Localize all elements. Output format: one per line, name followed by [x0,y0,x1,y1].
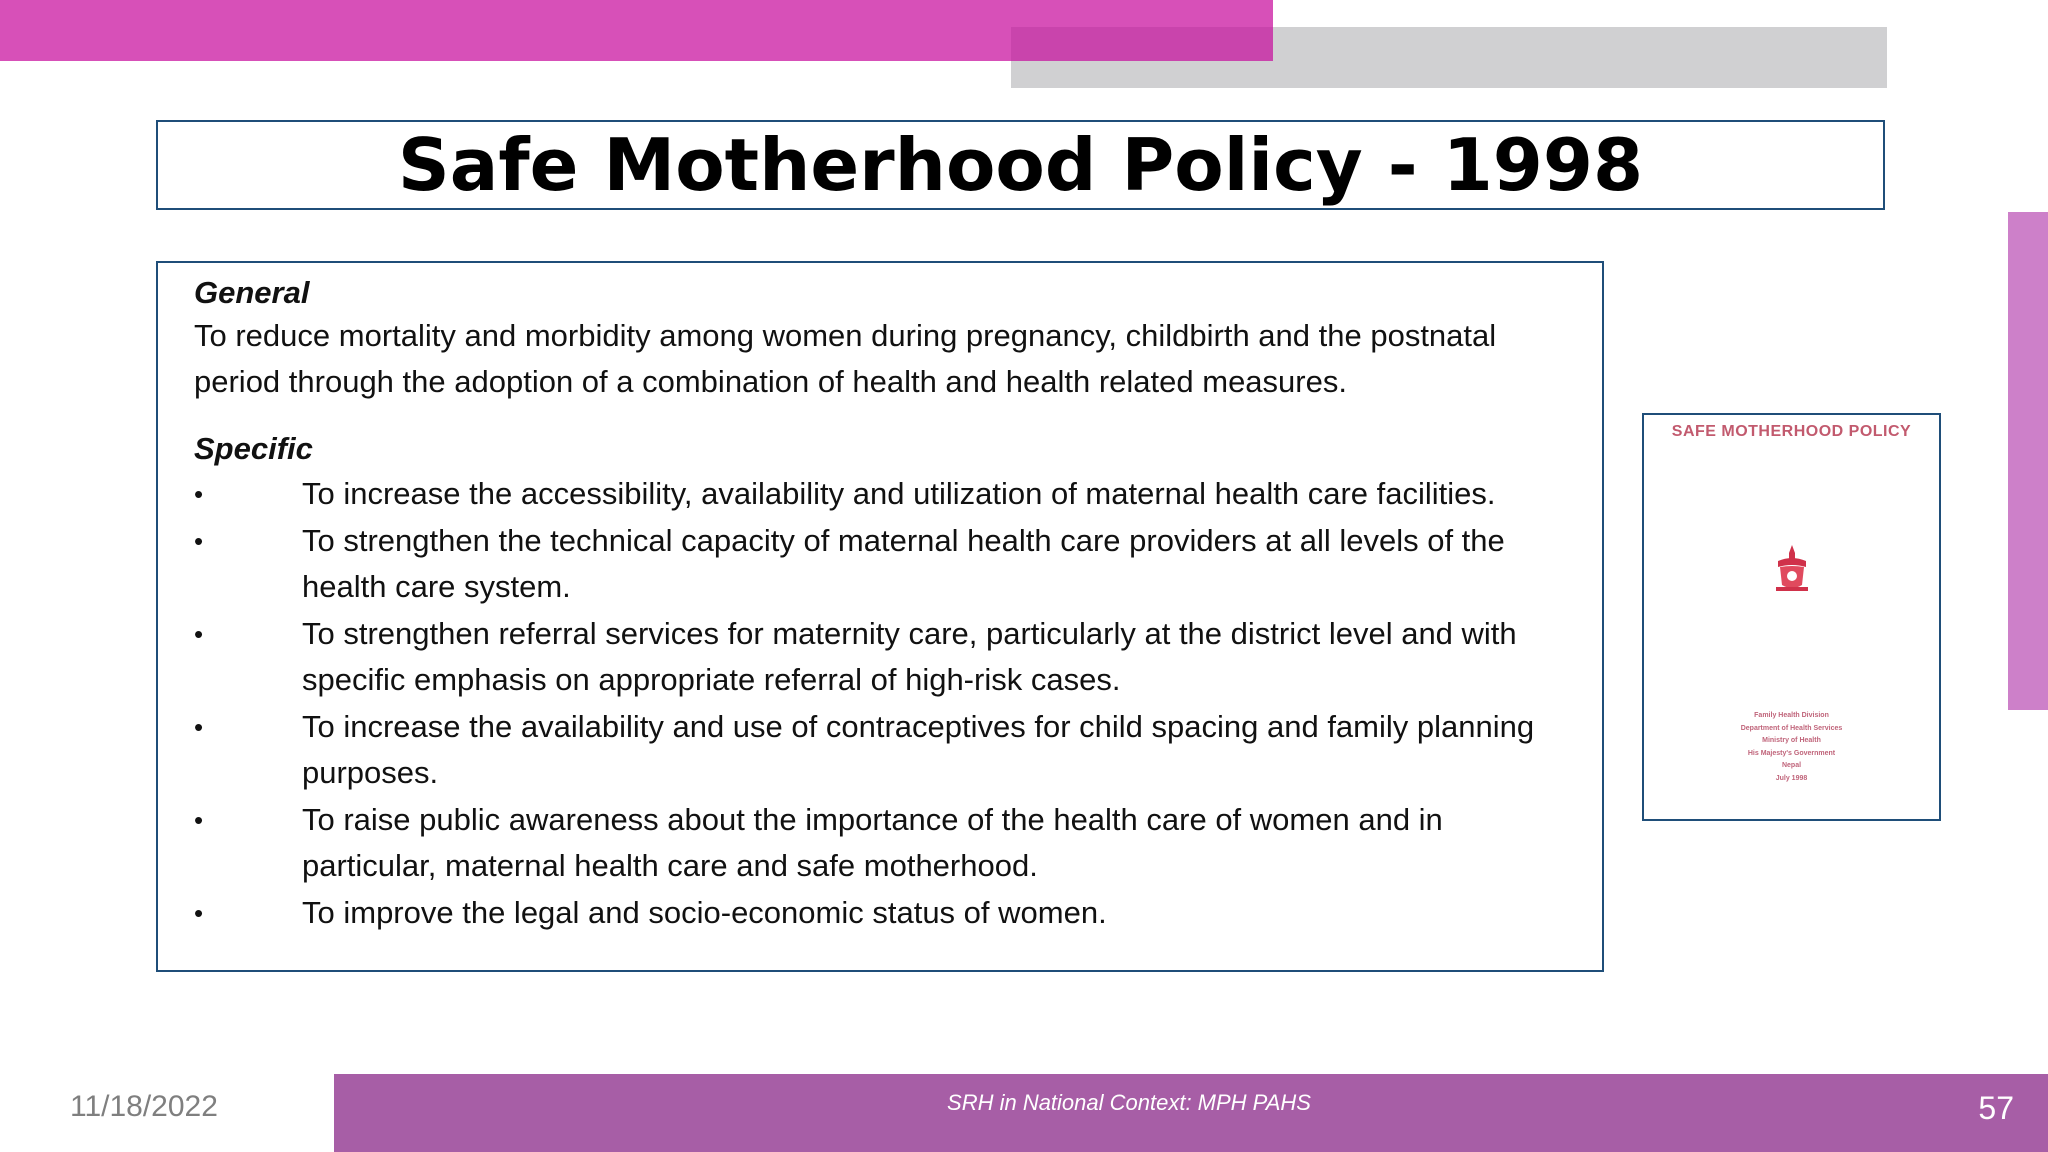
bullet-icon: • [194,479,204,509]
footer-text: SRH in National Context: MPH PAHS [947,1090,1311,1115]
slide-date: 11/18/2022 [70,1090,218,1123]
emblem-icon [1772,543,1812,595]
bullet-icon: • [194,805,204,835]
bullet-icon: • [194,898,204,928]
slide-title: Safe Motherhood Policy - 1998 [397,123,1644,207]
bullet-icon: • [194,619,204,649]
page-number: 57 [1978,1090,2014,1126]
footer-bar [334,1074,2048,1152]
list-item: • To improve the legal and socio-economic status of women. [194,890,1582,936]
list-item: • To strengthen the technical capacity of maternal health care providers at all levels of the health care system. [194,518,1582,610]
specific-heading: Specific [194,431,313,466]
list-item: • To increase the availability and use of contraceptives for child spacing and family planning purposes. [194,704,1582,796]
title-box [156,120,1885,210]
list-item: • To strengthen referral services for maternity care, particularly at the district level and with specific emphasis on appropriate referral of high-risk cases. [194,611,1582,703]
specific-list [194,471,1582,936]
general-text: To reduce mortality and morbidity among women during pregnancy, childbirth and the postnatal period through the adoption of a combination of health and health related measures. [194,318,1497,399]
objectives-box [156,261,1604,972]
cover-publisher: Family Health Division Department of Health Services Ministry of Health His Majesty's Government Nepal July 1998 [1740,712,1843,782]
list-item: • To increase the accessibility, availability and utilization of maternal health care facilities. [194,471,1582,517]
cover-title: SAFE MOTHERHOOD POLICY [1671,423,1912,440]
policy-cover-thumbnail [1642,413,1941,821]
side-accent-bar [2008,212,2048,710]
list-item: • To raise public awareness about the importance of the health care of women and in particular, maternal health care and safe motherhood. [194,797,1582,889]
top-accent-bar-overlap [1011,27,1273,61]
general-heading: General [194,275,310,310]
bullet-icon: • [194,526,204,556]
bullet-icon: • [194,712,204,742]
